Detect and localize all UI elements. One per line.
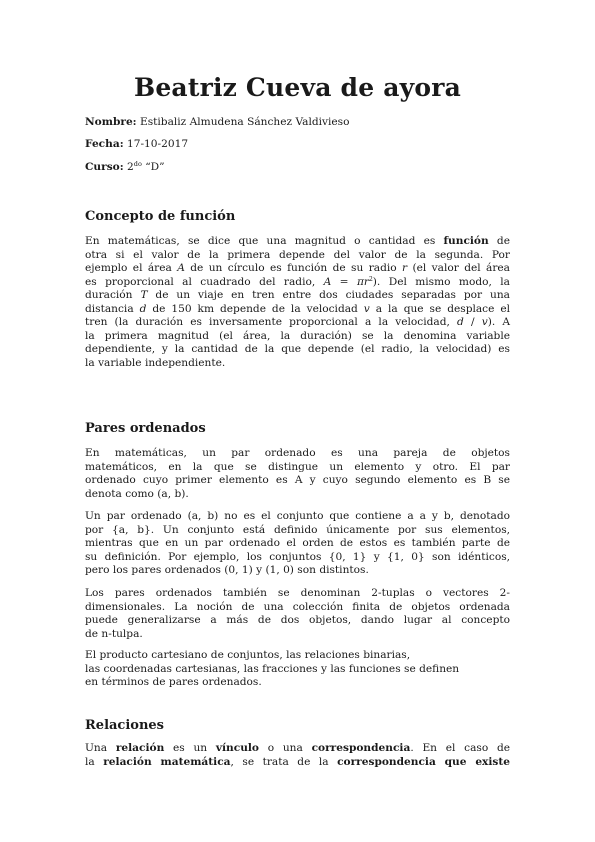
text-line: ejemplo el área A de un círculo es función de su radio r (el valor del área <box>85 262 510 274</box>
text-line: El producto cartesiano de conjuntos, las relaciones binarias, <box>85 649 411 661</box>
text-line: la relación matemática, se trata de la correspondencia que existe <box>85 755 511 768</box>
document-title: Beatriz Cueva de ayora <box>133 73 462 102</box>
paragraph-pares-2 <box>85 510 510 578</box>
text-line: dimensionales. La noción de una colección finita de objetos ordenada <box>85 600 510 613</box>
meta-curso <box>85 160 165 174</box>
curso-sup: do <box>133 160 142 168</box>
text-line: las coordenadas cartesianas, las fracciones y las funciones se definen <box>85 662 460 675</box>
paragraph-pares-3 <box>85 587 510 641</box>
paragraph-relaciones <box>85 742 510 769</box>
text-line: de n-tulpa. <box>85 627 143 640</box>
text-line: su definición. Por ejemplo, los conjuntos {0, 1} y {1, 0} son idénticos, <box>85 550 510 563</box>
nombre-value: Estibaliz Almudena Sánchez Valdivieso <box>139 116 350 128</box>
fecha-value: 17-10-2017 <box>126 138 189 150</box>
paragraph-pares-1 <box>85 447 510 501</box>
text-line: Una relación es un vínculo o una correspondencia. En el caso de <box>85 742 510 754</box>
text-line: ordenado cuyo primer elemento es A y cuyo segundo elemento es B se <box>85 474 510 486</box>
text-line: dependiente, y la cantidad de la que depende (el radio, la velocidad) es <box>85 343 510 355</box>
text-line: es proporcional al cuadrado del radio, $A = \pi r^2$). Del mismo modo, la <box>85 275 510 288</box>
text-line: puede generalizarse a más de dos objetos, dando lugar al concepto <box>85 614 510 626</box>
text-line: Los pares ordenados también se denominan 2-tuplas o vectores 2- <box>85 587 510 599</box>
text-line: otra si el valor de la primera depende del valor de la segunda. Por <box>85 248 510 261</box>
text-line: denota como (a, b). <box>85 487 189 500</box>
text-line: la variable independiente. <box>85 356 226 369</box>
paragraph-pares-4 <box>85 649 510 690</box>
text-line: mientras que en un par ordenado el orden de estos es también parte de <box>85 537 510 549</box>
curso-num: 2 <box>127 161 134 173</box>
fecha-label: Fecha: <box>85 138 124 150</box>
text-line: tren (la duración es inversamente proporcional a la velocidad, d / v). A <box>85 316 511 328</box>
curso-group: “D” <box>145 161 165 173</box>
heading-concepto-funcion: Concepto de función <box>85 209 236 224</box>
text-line: duración T de un viaje en tren entre dos ciudades separadas por una <box>85 289 510 301</box>
text-line: En matemáticas, un par ordenado es una pareja de objetos <box>85 447 510 459</box>
text-line: la primera magnitud (el área, la duración) se la denomina variable <box>85 329 510 342</box>
curso-label: Curso: <box>85 161 124 173</box>
text-line: en términos de pares ordenados. <box>85 676 262 688</box>
text-line: pero los pares ordenados (0, 1) y (1, 0) son distintos. <box>85 564 369 576</box>
meta-fecha <box>85 137 188 151</box>
nombre-label: Nombre: <box>85 116 137 128</box>
text-line: En matemáticas, se dice que una magnitud o cantidad es función de <box>85 235 510 247</box>
text-line: por {a, b}. Un conjunto está definido únicamente por sus elementos, <box>85 523 510 536</box>
text-line: matemáticos, en la que se distingue un elemento y otro. El par <box>85 460 510 473</box>
paragraph-concepto-funcion <box>85 235 510 370</box>
text-line: distancia d de 150 km depende de la velocidad v a la que se desplace el <box>85 302 510 315</box>
heading-pares-ordenados: Pares ordenados <box>85 421 206 436</box>
heading-relaciones: Relaciones <box>85 718 165 733</box>
meta-nombre <box>85 115 349 129</box>
text-line: Un par ordenado (a, b) no es el conjunto que contiene a a y b, denotado <box>85 510 510 522</box>
